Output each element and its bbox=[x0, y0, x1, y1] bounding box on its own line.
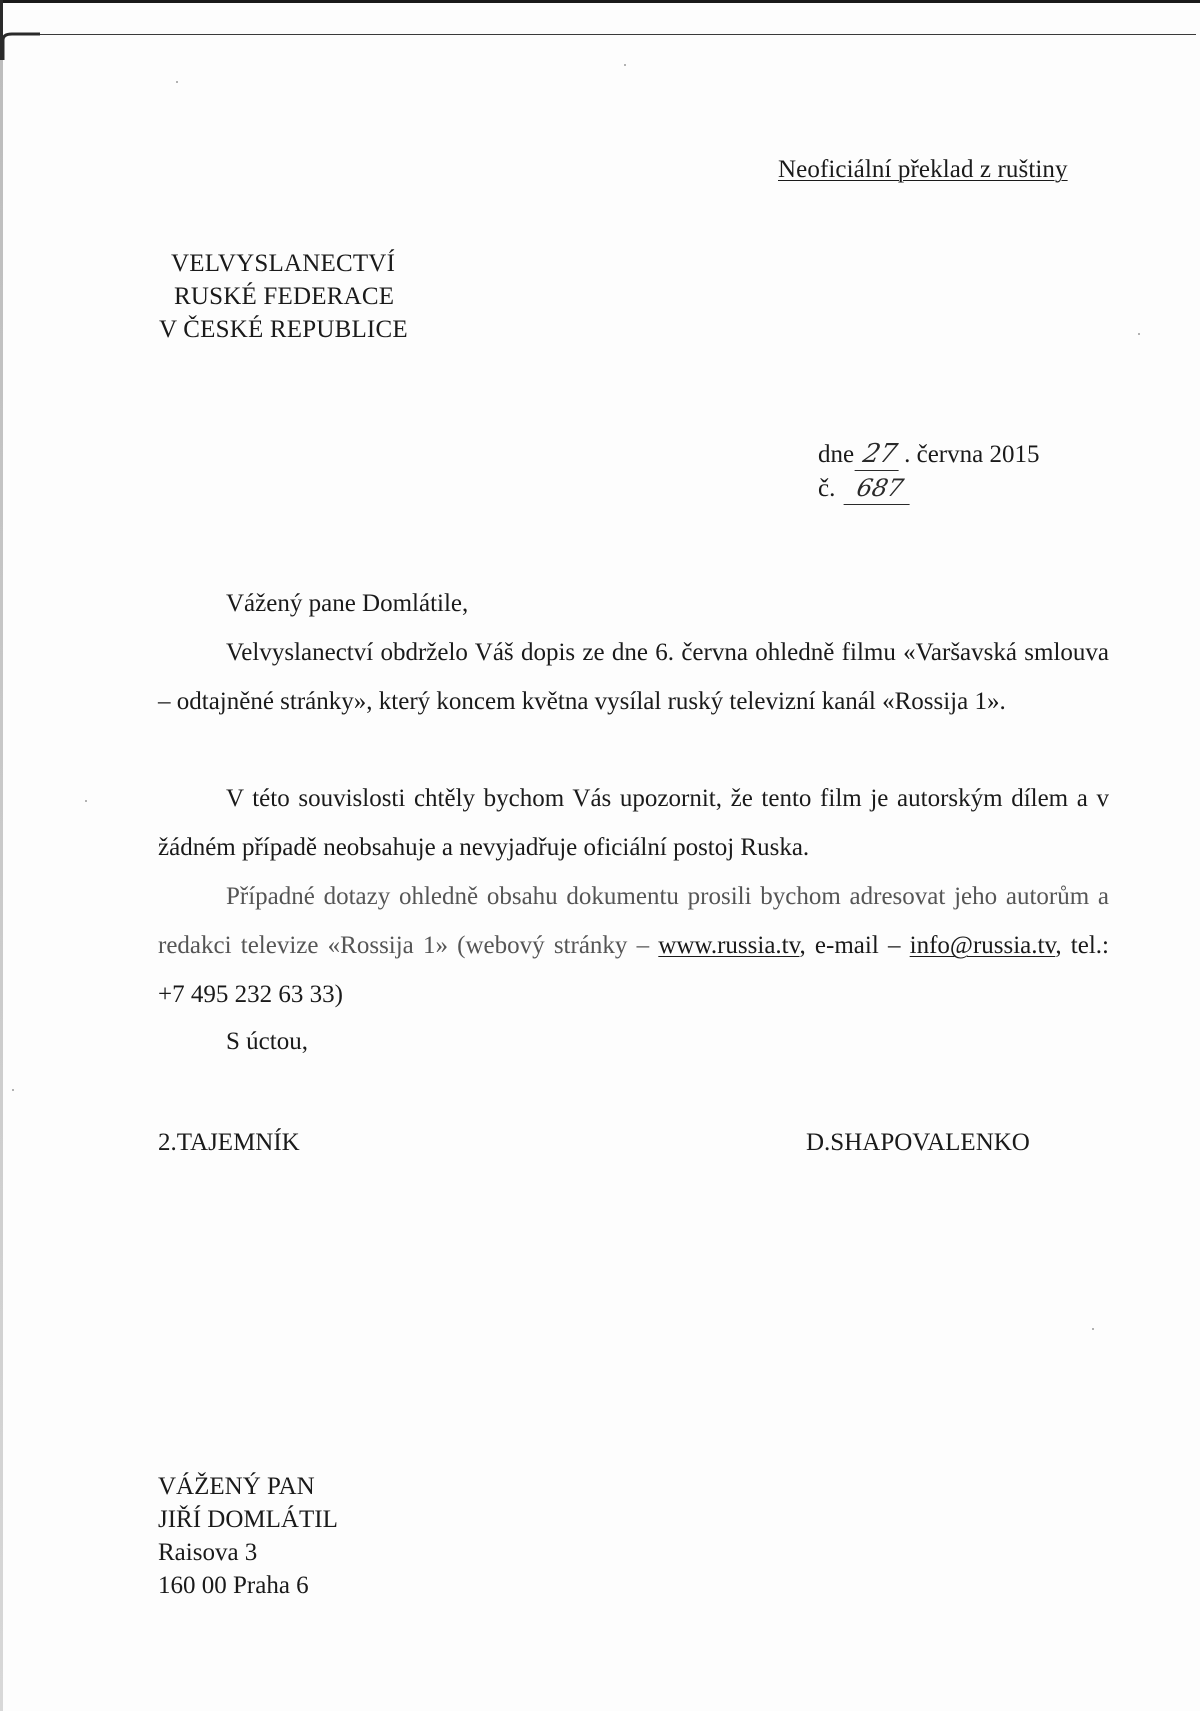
sender-line: V ČESKÉ REPUBLICE bbox=[159, 316, 408, 343]
scan-speck bbox=[12, 1089, 14, 1091]
scan-corner-mark bbox=[0, 0, 40, 60]
scan-speck bbox=[85, 800, 87, 802]
website-link: www.russia.tv bbox=[658, 932, 800, 959]
body-paragraph: V této souvislosti chtěly bychom Vás upozornit, že tento film je autorským dílem a v žádném případě neobsahuje a nevyjadřuje oficiální postoj Ruska. bbox=[158, 785, 1109, 861]
body-paragraph: Velvyslanectví obdrželo Váš dopis ze dne 6. června ohledně filmu «Varšavská smlouva – odtajněné stránky», který koncem května vysílal ruský televizní kanál «Rossija 1». bbox=[158, 639, 1109, 715]
date-line bbox=[818, 438, 1039, 472]
recipient-line: 160 00 Praha 6 bbox=[158, 1572, 309, 1599]
paragraph-text: , e-mail – bbox=[799, 932, 910, 959]
sender-line: RUSKÉ FEDERACE bbox=[174, 283, 395, 310]
recipient-address-block bbox=[158, 1470, 338, 1602]
closing-phrase: S úctou, bbox=[226, 1028, 308, 1055]
scan-top-edge bbox=[0, 0, 1200, 3]
scan-speck bbox=[1138, 333, 1140, 335]
scan-left-edge bbox=[0, 0, 3, 1711]
body-paragraph bbox=[158, 872, 1109, 1019]
translation-note: Neoficiální překlad z ruštiny bbox=[778, 156, 1068, 183]
date-reference-block bbox=[818, 438, 1039, 506]
paragraph-text: Případné dotazy ohledně obsahu dokumentu prosili bychom adresovat jeho autorům a redakci televize «Rossija 1» (webový stránky – bbox=[158, 883, 1109, 959]
date-suffix: . června 2015 bbox=[904, 441, 1040, 468]
scan-fold-line bbox=[6, 34, 1196, 35]
recipient-line: VÁŽENÝ PAN bbox=[158, 1473, 315, 1500]
email-link: info@russia.tv bbox=[909, 932, 1056, 959]
number-prefix: č. bbox=[818, 475, 836, 502]
salutation: Vážený pane Domlátile, bbox=[226, 590, 469, 617]
reference-number-line bbox=[818, 472, 1039, 506]
scan-speck bbox=[1092, 1328, 1094, 1330]
signatory-name: D.SHAPOVALENKO bbox=[806, 1129, 1030, 1156]
sender-block bbox=[159, 247, 408, 346]
paragraph-text: , tel.: +7 495 232 63 33) bbox=[158, 932, 1109, 1008]
sender-line: VELVYSLANECTVÍ bbox=[171, 250, 396, 277]
recipient-line: JIŘÍ DOMLÁTIL bbox=[158, 1506, 338, 1533]
scan-speck bbox=[624, 64, 626, 66]
date-prefix: dne bbox=[818, 441, 855, 468]
scan-speck bbox=[176, 81, 178, 83]
recipient-line: Raisova 3 bbox=[158, 1539, 258, 1566]
signatory-role: 2.TAJEMNÍK bbox=[158, 1129, 300, 1156]
handwritten-number: 687 bbox=[844, 472, 917, 505]
handwritten-day: 27 bbox=[855, 438, 906, 471]
